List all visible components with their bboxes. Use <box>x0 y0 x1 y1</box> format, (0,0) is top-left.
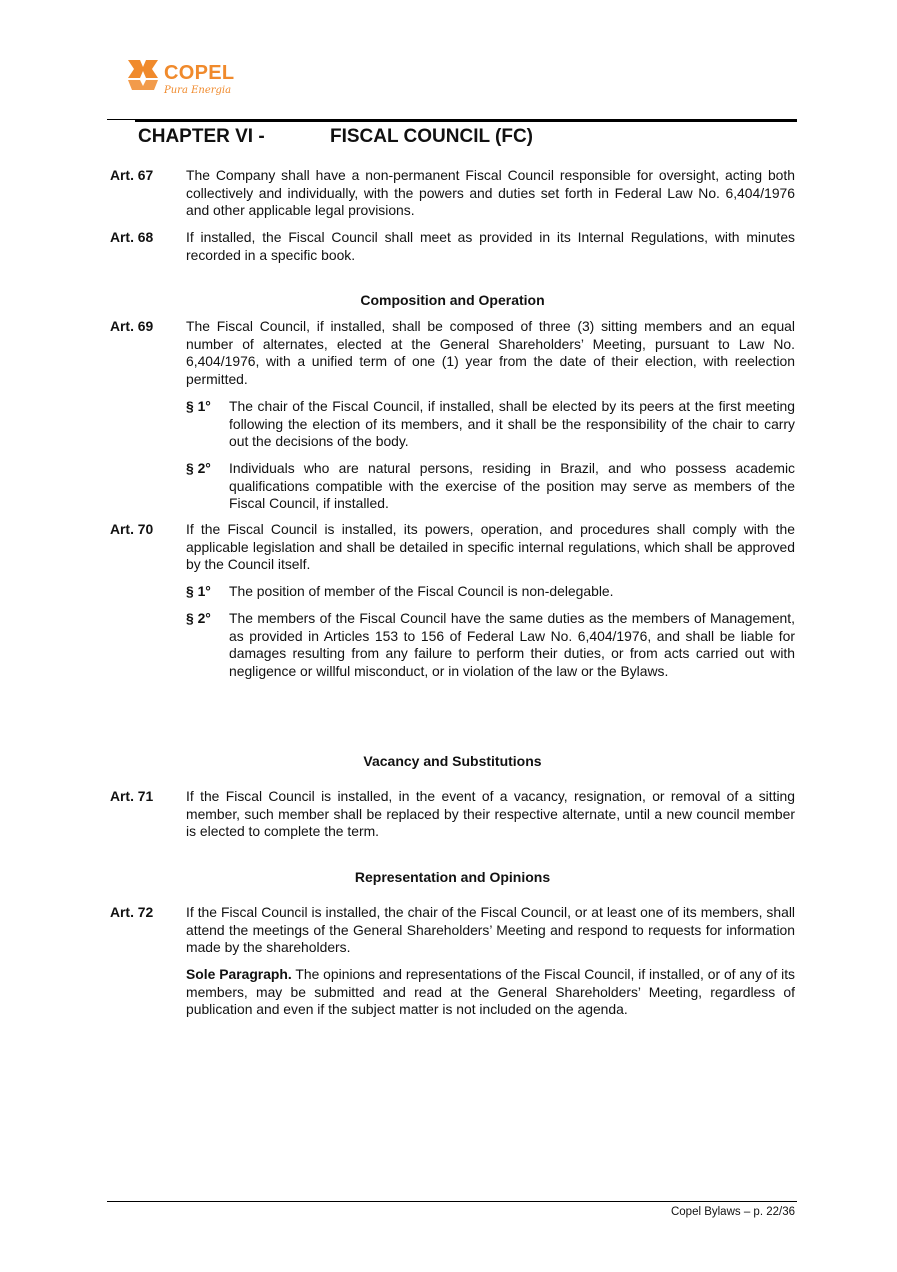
article-number: Art. 68 <box>110 229 154 245</box>
article-text: If the Fiscal Council is installed, in the event of a vacancy, resignation, or removal of a sitting member, such member shall be replaced by their respective alternate, until a new council member is elected to complete the term. <box>186 788 795 840</box>
article-text: If the Fiscal Council is installed, its powers, operation, and procedures shall comply with the applicable legislation and shall be detailed in specific internal regulations, which shall be approved by the Council itself. <box>186 521 795 573</box>
paragraph-text: The position of member of the Fiscal Council is non-delegable. <box>229 583 614 599</box>
footer-rule <box>107 1201 797 1202</box>
copel-logo-icon <box>126 58 160 92</box>
article-number: Art. 71 <box>110 788 154 804</box>
paragraph-symbol: § 2° <box>186 610 211 626</box>
article-69-paragraph-1 <box>186 398 795 451</box>
section-heading-representation: Representation and Opinions <box>354 869 551 885</box>
article-68 <box>110 229 795 264</box>
sole-paragraph-label: Sole Paragraph. <box>186 966 292 982</box>
article-72 <box>110 904 795 957</box>
paragraph-text: The chair of the Fiscal Council, if installed, shall be elected by its peers at the first meeting following the election of its members, and it shall be the responsibility of the chair to carry out the decisions of the body. <box>229 398 795 450</box>
article-69 <box>110 318 795 388</box>
chapter-number: CHAPTER VI - <box>138 126 265 147</box>
paragraph-text: The members of the Fiscal Council have the same duties as the members of Management, as provided in Articles 153 to 156 of Federal Law No. 6,404/1976, and shall be liable for damages resulting from any failure to perform their duties, or from acts carried out with negligence or willful misconduct, or in violation of the law or the Bylaws. <box>229 610 795 679</box>
paragraph-symbol: § 2° <box>186 460 211 476</box>
logo-tagline: Pura Energia <box>164 85 232 96</box>
paragraph-text: Individuals who are natural persons, residing in Brazil, and who possess academic qualifications compatible with the exercise of the position may serve as members of the Fiscal Council, if installed. <box>229 460 795 512</box>
copel-logo <box>126 58 246 100</box>
article-67 <box>110 167 795 220</box>
article-70-paragraph-2 <box>186 610 795 680</box>
chapter-title: FISCAL COUNCIL (FC) <box>330 126 534 147</box>
article-72-sole-paragraph <box>186 966 795 1019</box>
article-70 <box>110 521 795 574</box>
page-footer: Copel Bylaws – p. 22/36 <box>670 1206 795 1218</box>
article-70-paragraph-1 <box>186 583 795 601</box>
header-thick-rule <box>135 119 797 122</box>
article-number: Art. 70 <box>110 521 154 537</box>
article-text: If installed, the Fiscal Council shall meet as provided in its Internal Regulations, with minutes recorded in a specific book. <box>186 229 795 263</box>
article-71 <box>110 788 795 841</box>
article-text: If the Fiscal Council is installed, the chair of the Fiscal Council, or at least one of its members, shall attend the meetings of the General Shareholders’ Meeting and respond to requests for information made by the shareholders. <box>186 904 795 956</box>
sole-paragraph-text: The opinions and representations of the Fiscal Council, if installed, or of any of its members, may be submitted and read at the General Shareholders’ Meeting, regardless of publication and even if the subject matter is not included on the agenda. <box>186 966 795 1018</box>
article-number: Art. 69 <box>110 318 154 334</box>
article-number: Art. 67 <box>110 167 154 183</box>
paragraph-symbol: § 1° <box>186 398 211 414</box>
chapter-heading <box>138 126 533 148</box>
logo-wordmark: COPEL <box>164 62 235 84</box>
paragraph-symbol: § 1° <box>186 583 211 599</box>
article-number: Art. 72 <box>110 904 154 920</box>
article-69-paragraph-2 <box>186 460 795 513</box>
section-heading-composition: Composition and Operation <box>360 292 545 308</box>
section-heading-vacancy: Vacancy and Substitutions <box>363 753 542 769</box>
article-text: The Fiscal Council, if installed, shall be composed of three (3) sitting members and an equal number of alternates, elected at the General Shareholders’ Meeting, pursuant to Law No. 6,404/1976, with a unified term of one (1) year from the date of their election, with reelection permitted. <box>186 318 795 387</box>
article-text: The Company shall have a non-permanent Fiscal Council responsible for oversight, acting both collectively and individually, with the powers and duties set forth in Federal Law No. 6,404/1976 and other applicable legal provisions. <box>186 167 795 219</box>
